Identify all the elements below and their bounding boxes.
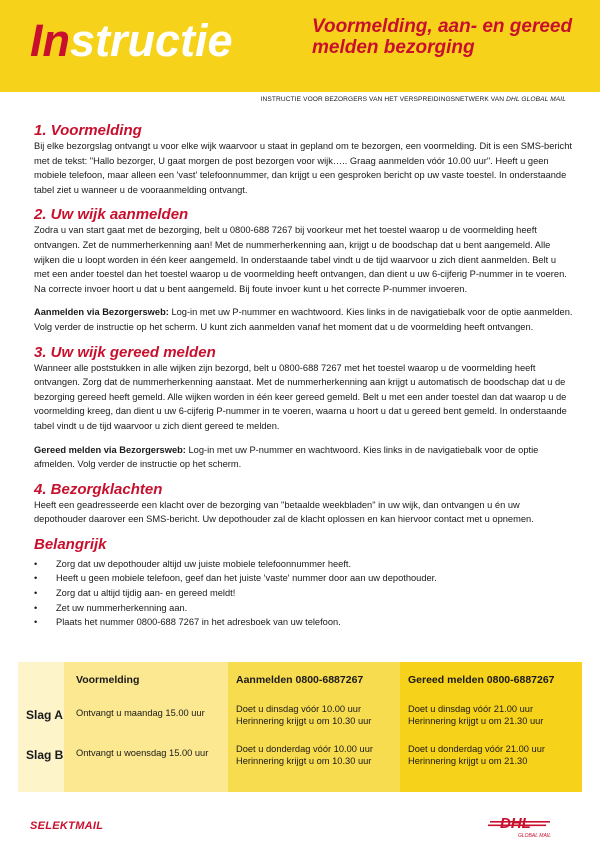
page-title (30, 14, 233, 68)
selektmail-logo-part-2: MAIL (75, 820, 104, 832)
row-label-slag-b: Slag B (26, 748, 64, 762)
cell-a-aanmelden (236, 704, 371, 727)
page-subtitle: Voormelding, aan- en gereed melden bezorging (312, 16, 573, 58)
section-1-text: Bij elke bezorgslag ontvangt u voor elke wijk waarvoor u staat in gepland om te bezorgen, een voormelding. Dit is een SMS-bericht met de tekst: "Hallo bezorger, U gaat morgen de post bezorgen voor wijk….. Graag aanmelden vóór 10.00 uur". Heeft u geen mobiele telefoon, maar alleen een 'vast' telefoonnummer, dan krijgt u een gesproken bericht op uw vaste toestel. In onderstaande tabel ziet u wanneer u de vooraanmelding ontvangt. (34, 141, 572, 195)
tagline (0, 96, 566, 103)
list-item: • Zorg dat u altijd tijdig aan- en gereed meldt! (34, 586, 574, 601)
selektmail-logo-part-1: SELEKT (30, 820, 76, 832)
section-2-heading: 2. Uw wijk aanmelden (34, 206, 189, 224)
section-3-text: Wanneer alle poststukken in alle wijken zijn bezorgd, belt u 0800-688 7267 met het toestel waarop u de voormelding heeft ontvangen. Zorg dat de nummerherkenning aanstaat. Met de nummerherkenning aan krijgt u automatisch de boodschap dat u de bezorging gereed heeft gemeld. Alle wijken worden in één keer gereed gemeld. Belt u met een ander toestel dan dat waarop u de voormelding kreeg, dan dient u uw 6-cijferig P-nummer in te voeren, waarna u hoort u dat u gereed bent gemeld. In onderstaande tabel vindt u de tijd waarvoor u zich dient gereed te melden. (34, 362, 567, 431)
section-3-heading: 3. Uw wijk gereed melden (34, 343, 216, 361)
header-gereed: Gereed melden 0800-6887267 (408, 674, 555, 686)
header-voormelding: Voormelding (76, 674, 140, 686)
cell-b-gereed-line-2: Herinnering krijgt u om 21.30 (408, 755, 528, 766)
section-2-text: Zodra u van start gaat met de bezorging, belt u 0800-688 7267 bij voorkeur met het toestel waarop u de voormelding heeft ontvangen. Zet de nummerherkenning aan! Met de nummerherkenning aan, krijgt u de boodschap dat u bent aangemeld. Alle wijken die u loopt worden in één keer aangemeld. In onderstaande tabel vindt u de tijd waarvoor u zich dient aanmelden. Belt u met een ander toestel dan het toestel waarop u de voormelding heeft ontvangen, dan dient u uw 6-cijferig P-nummer in te voeren. Na correcte invoer hoort u dat u bent aangemeld. Bij foute invoer kunt u het correcte P-nummer invoeren. (34, 225, 567, 294)
list-item: • Zorg dat uw depothouder altijd uw juiste mobiele telefoonnummer heeft. (34, 557, 574, 572)
cell-a-aanmelden-line-2: Herinnering krijgt u om 10.30 uur (236, 715, 372, 726)
section-3-web-text: Log-in met uw P-nummer en wachtwoord. Kies links in de navigatiebalk voor de optie afmelden. Volg verder de instructie op het scherm. (34, 444, 539, 470)
cell-a-aanmelden-line-1: Doet u dinsdag vóór 10.00 uur (236, 704, 362, 714)
section-3-web-paragraph (34, 443, 574, 472)
section-4-heading: 4. Bezorgklachten (34, 480, 163, 498)
dhl-logo-text: DHL (500, 815, 531, 832)
cell-b-gereed (408, 744, 545, 767)
header-aanmelden: Aanmelden 0800-6887267 (236, 674, 364, 686)
row-label-slag-a: Slag A (26, 708, 63, 722)
main-content (34, 122, 574, 630)
section-2-web-paragraph (34, 305, 574, 334)
list-item: • Zet uw nummerherkenning aan. (34, 601, 574, 616)
cell-a-gereed-line-1: Doet u dinsdag vóór 21.00 uur (408, 704, 534, 714)
table-column-labels (18, 662, 64, 792)
section-4-text: Heeft een geadresseerde een klacht over de bezorging van "betaalde weekbladen" in uw wijk, dan ontvangen u én uw depothouder daarover een SMS-bericht. Uw depothouder zal de klacht oplossen en kan hiervoor contact met u opnemen. (34, 499, 534, 525)
important-heading: Belangrijk (34, 535, 107, 553)
cell-b-aanmelden-line-2: Herinnering krijgt u om 10.30 uur (236, 755, 372, 766)
table-column-voormelding (64, 662, 228, 792)
tagline-brand: DHL GLOBAL MAIL (506, 96, 566, 103)
schedule-table (18, 662, 582, 792)
title-part-2: structie (70, 15, 233, 66)
list-item: • Heeft u geen mobiele telefoon, geef dan het juiste 'vaste' nummer door aan uw depothouder. (34, 571, 574, 586)
selektmail-logo (30, 820, 103, 832)
list-item: • Plaats het nummer 0800-688 7267 in het adresboek van uw telefoon. (34, 615, 574, 630)
cell-b-gereed-line-1: Doet u donderdag vóór 21.00 uur (408, 744, 545, 754)
cell-b-aanmelden-line-1: Doet u donderdag vóór 10.00 uur (236, 744, 373, 754)
section-3-web-label: Gereed melden via Bezorgersweb: (34, 444, 186, 455)
cell-a-gereed (408, 704, 543, 727)
table-column-aanmelden (228, 662, 400, 792)
dhl-logo (488, 812, 568, 840)
cell-b-aanmelden (236, 744, 373, 767)
cell-a-gereed-line-2: Herinnering krijgt u om 21.30 uur (408, 715, 544, 726)
section-1-heading: 1. Voormelding (34, 122, 142, 139)
title-part-1: In (30, 15, 70, 66)
section-2-web-label: Aanmelden via Bezorgersweb: (34, 307, 169, 318)
tagline-main: INSTRUCTIE VOOR BEZORGERS VAN HET VERSPREIDINGSNETWERK VAN (260, 96, 507, 103)
dhl-logo-subtext: GLOBAL MAIL (518, 833, 551, 839)
important-list (34, 557, 574, 630)
section-2-web-text: Log-in met uw P-nummer en wachtwoord. Kies links in de navigatiebalk voor de optie aanmelden. Volg verder de instructie op het scherm. U kunt zich aanmelden vanaf het moment dat u de voormelding heeft ontvangen. (34, 307, 573, 332)
cell-b-voormelding: Ontvangt u woensdag 15.00 uur (76, 748, 209, 758)
table-column-gereed (400, 662, 582, 792)
cell-a-voormelding: Ontvangt u maandag 15.00 uur (76, 708, 205, 718)
